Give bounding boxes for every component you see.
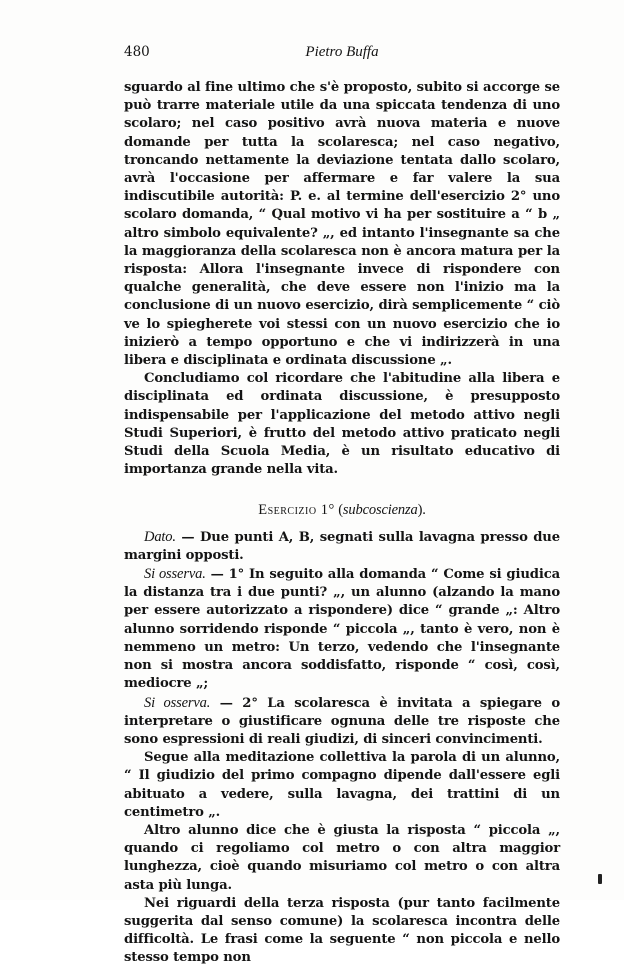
paragraph: Nei riguardi della terza risposta (pur tanto facilmente suggerita dal senso comune) la scolaresca incontra delle difficoltà. Le frasi come la seguente “ non piccola e nello stesso tempo non — [124, 895, 560, 966]
paragraph: Segue alla meditazione collettiva la parola di un alunno, “ Il giudizio del primo compagno dipende dall'essere egli abituato a vedere, sulla lavagna, dei trattini di un centimetro „. — [124, 750, 560, 820]
osserva-label: Si osserva. — [144, 694, 211, 711]
scan-mark — [598, 874, 602, 884]
section-title-prefix: Esercizio 1° — [258, 502, 335, 519]
body-text — [124, 79, 560, 968]
paragraph: sguardo al fine ultimo che s'è proposto, subito si accorge se può trarre materiale utile da una spiccata tendenza di uno scolaro; nel caso positivo avrà nuova materia e nuove domande per tutta la scolaresca; nel caso negativo, troncando nettamente la deviazione tentata dallo scolaro, avrà l'occasione per affermare e far valere la sua indiscutibile autorità: P. e. al termine dell'esercizio 2° uno scolaro domanda, “ Qual motivo vi ha per sostituire a “ b „ altro simbolo equivalente? „, ed intanto l'insegnante sa che la maggioranza della scolaresca non è ancora matura per la risposta: Allora l'insegnante invece di rispondere con qualche generalità, che deve essere non l'inizio ma la conclusione di un nuovo esercizio, dirà semplicemente “ ciò ve lo spiegherete voi stessi con un nuovo esercizio che io inizierò a tempo opportuno e che vi indirizzerà in una libera e disciplinata e ordinata discussione „. — [124, 80, 560, 369]
dato-paragraph — [124, 528, 560, 565]
dato-label: Dato. — [144, 528, 176, 545]
section-title — [124, 501, 560, 519]
page-number: 480 — [124, 44, 150, 60]
osserva-paragraph-2 — [124, 694, 560, 750]
running-head: Pietro Buffa — [305, 44, 379, 60]
section-title-paren-close: ). — [417, 502, 426, 519]
page-header — [124, 44, 560, 66]
dato-text: — Due punti A, B, segnati sulla lavagna presso due margini opposti. — [124, 529, 560, 563]
section-title-italic: subcoscienza — [342, 502, 418, 519]
paragraph: Concludiamo col ricordare che l'abitudine alla libera e disciplinata ed ordinata discussione, è presupposto indispensabile per l'applicazione del metodo attivo negli Studi Superiori, è frutto del metodo attivo praticato negli Studi della Scuola Media, è un risultato educativo di importanza grande nella vita. — [124, 371, 560, 478]
paragraph: Altro alunno dice che è giusta la risposta “ piccola „, quando ci regoliamo col metro o con altra maggior lunghezza, cioè quando misuriamo col metro o con altra asta più lunga. — [124, 822, 560, 893]
osserva-text: — 2° La scolaresca è invitata a spiegare o interpretare o giustificare ognuna delle tre risposte che sono espressioni di reali giudizi, di sinceri convincimenti. — [124, 695, 560, 747]
section-title-paren-open: ( — [334, 502, 343, 519]
osserva-label: Si osserva. — [144, 566, 206, 583]
osserva-paragraph-1 — [124, 565, 560, 693]
osserva-text: — 1° In seguito alla domanda “ Come si giudica la distanza tra i due punti? „, un alunno (alzando la mano per essere autorizzato a rispondere) dice “ grande „: Altro alunno sorridendo risponde “ piccola „, tanto è vero, non è nemmeno un metro: Un terzo, vedendo che l'insegnante non si mostra ancora soddisfatto, risponde “ così, così, mediocre „; — [124, 567, 560, 692]
